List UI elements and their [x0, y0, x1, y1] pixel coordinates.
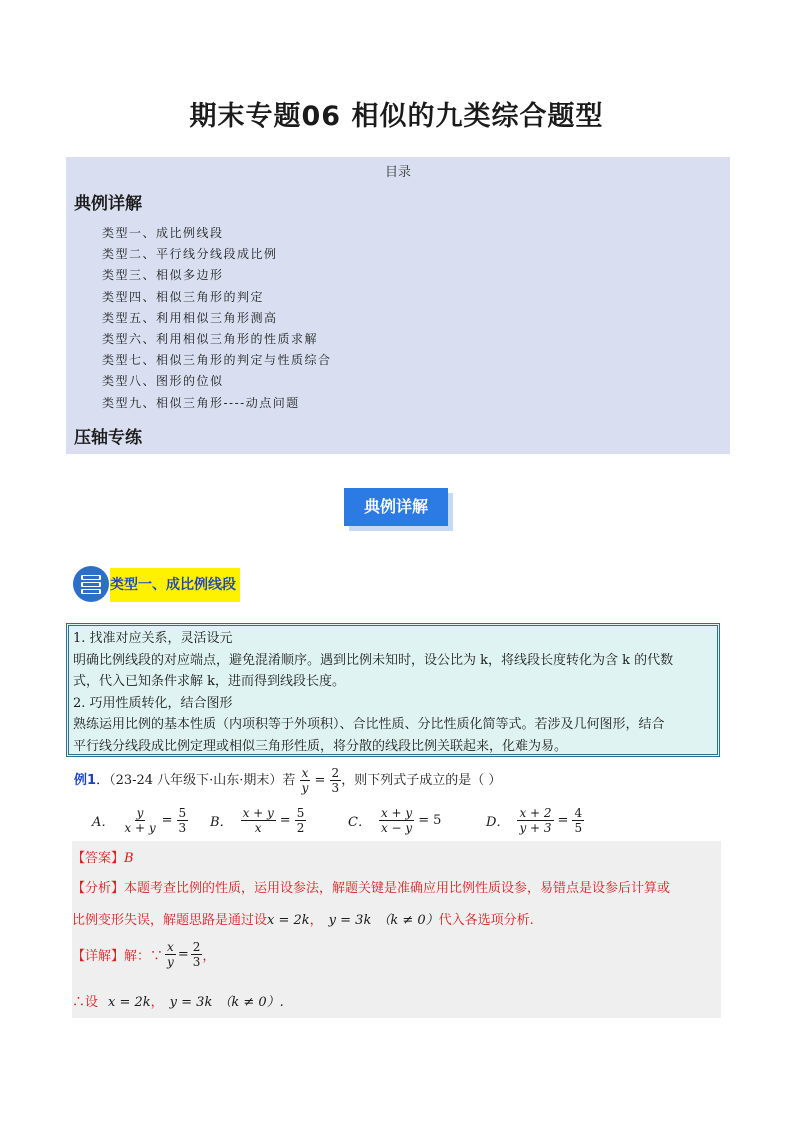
- analysis-line-2: 比例变形失误，解题思路是通过设x = 2k， y = 3k （k ≠ 0）代入各选项分析.: [72, 913, 534, 928]
- toc-section-examples[interactable]: 典例详解: [74, 194, 142, 214]
- toc-item[interactable]: 类型七、相似三角形的判定与性质综合: [102, 353, 332, 368]
- toc-section-practice[interactable]: 压轴专练: [74, 428, 142, 448]
- toc-item[interactable]: 类型五、利用相似三角形测高: [102, 310, 278, 325]
- answer-line: 【答案】B: [72, 851, 134, 866]
- toc-list: [102, 223, 332, 414]
- toc-item[interactable]: 类型一、成比例线段: [102, 226, 224, 240]
- example-label: 例: [74, 773, 88, 788]
- toc-item[interactable]: 类型九、相似三角形----动点问题: [102, 395, 300, 410]
- therefore-line: ∴设 x = 2k， y = 3k （k ≠ 0）.: [72, 995, 284, 1010]
- option-c[interactable]: C． $\frac{x + y}{x - y}$ = 5: [348, 805, 442, 835]
- toc-item[interactable]: 类型六、利用相似三角形的性质求解: [102, 331, 319, 346]
- given-fraction: $\frac{x}{y}$: [301, 766, 309, 795]
- toc-header: 目录: [384, 165, 411, 180]
- example-source: ．（23-24 八年级下·山东·期末）若: [96, 773, 296, 788]
- tip-line: 1. 找准对应关系，灵活设元: [73, 631, 233, 646]
- answer-box: [72, 841, 721, 1018]
- tip-box: [66, 623, 720, 757]
- toc-item[interactable]: 类型四、相似三角形的判定: [102, 289, 265, 304]
- example-number: 1: [87, 773, 97, 788]
- table-of-contents: [66, 157, 730, 454]
- toc-item[interactable]: 类型八、图形的位似: [102, 374, 224, 389]
- tip-line: 式，代入已知条件求解 k，进而得到线段长度。: [73, 674, 346, 690]
- books-icon: [72, 565, 110, 603]
- tip-line: 平行线分线段成比例定理或相似三角形性质，将分散的线段比例关联起来，化难为易。: [73, 738, 568, 754]
- option-a[interactable]: A． $\frac{y}{x + y}$ = $\frac{5}{3}$: [92, 805, 187, 835]
- example-question: 例1．（23-24 八年级下·山东·期末）若 $\frac{x}{y}$ = $\frac{2}{3}$ ，则下列式子成立的是（ ）: [74, 766, 502, 795]
- option-d[interactable]: D． $\frac{x + 2}{y + 3}$ = $\frac{4}{5}$: [486, 805, 583, 835]
- toc-item[interactable]: 类型二、平行线分线段成比例: [102, 247, 278, 262]
- section-banner: 典例详解: [344, 488, 448, 526]
- answer-options: [0, 800, 793, 840]
- detail-line: 【详解】 解：∵ $\frac{x}{y}$ = $\frac{2}{3}$ ，: [72, 939, 216, 969]
- analysis-line-1: 【分析】本题考查比例的性质，运用设参法，解题关键是准确应用比例性质设参，易错点是设参后计算或: [72, 881, 671, 896]
- tip-line: 2. 巧用性质转化，结合图形: [73, 695, 233, 711]
- option-b[interactable]: B． $\frac{x + y}{x}$ = $\frac{5}{2}$: [210, 805, 305, 835]
- tip-line: 熟练运用比例的基本性质（内项积等于外项积）、合比性质、分比性质化简等式。若涉及几何图形，结合: [73, 717, 665, 733]
- given-rhs-fraction: $\frac{2}{3}$: [331, 766, 340, 795]
- type-label: 类型一、成比例线段: [110, 568, 240, 602]
- page-title: 期末专题06 相似的九类综合题型: [189, 101, 604, 132]
- tip-line: 明确比例线段的对应端点，避免混淆顺序。遇到比例未知时，设公比为 k，将线段长度转化为含 k 的代数: [73, 652, 674, 668]
- example-question-text: ，则下列式子成立的是（ ）: [341, 773, 502, 788]
- toc-item[interactable]: 类型三、相似多边形: [102, 268, 224, 283]
